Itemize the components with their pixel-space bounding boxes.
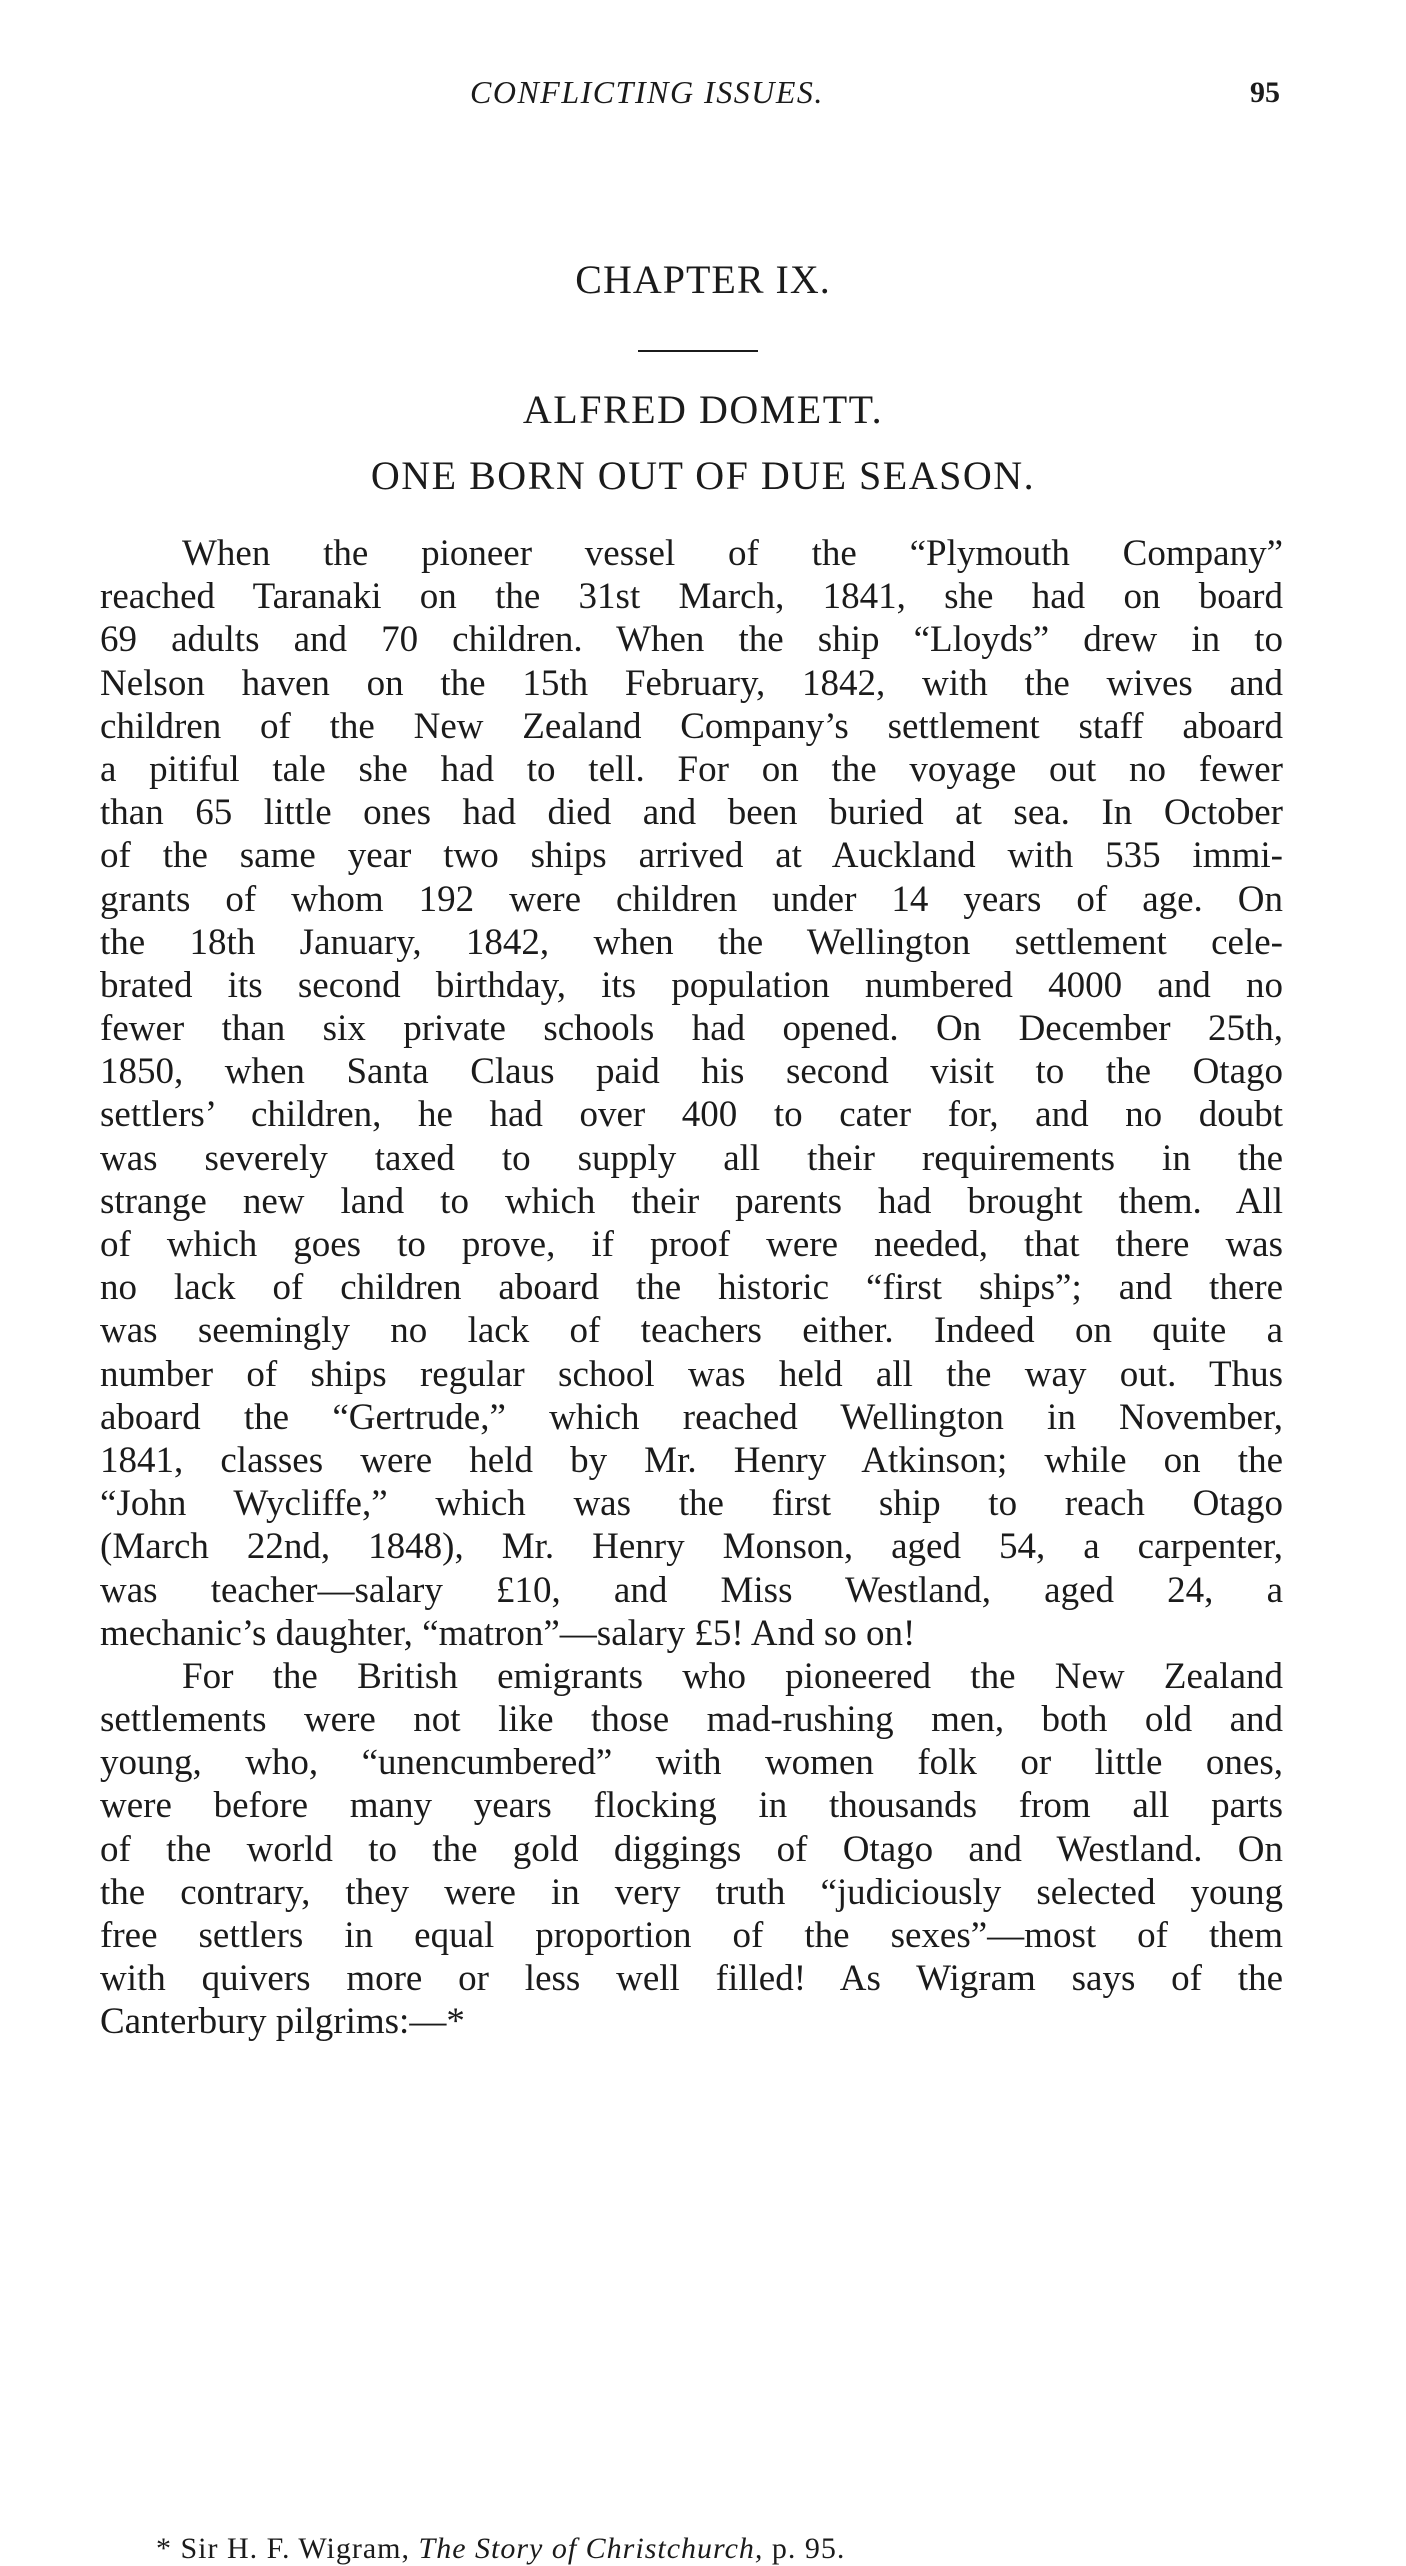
text-line: young, who, “unencumbered” with women folk or little ones, — [100, 1742, 1283, 1784]
chapter-heading: CHAPTER IX. — [575, 257, 831, 302]
running-title: CONFLICTING ISSUES. — [470, 74, 824, 110]
text-line: of the same year two ships arrived at Auckland with 535 immi- — [100, 835, 1283, 877]
text-line: aboard the “Gertrude,” which reached Wellington in November, — [100, 1396, 1283, 1438]
text-line: free settlers in equal proportion of the sexes”—most of them — [100, 1915, 1283, 1956]
paragraph-1 — [100, 532, 1283, 1655]
text-line: was severely taxed to supply all their requirements in the — [100, 1137, 1283, 1179]
text-line: 69 adults and 70 children. When the ship “Lloyds” drew in to — [100, 619, 1283, 661]
footnote-prefix: * Sir H. F. Wigram, — [156, 2532, 419, 2565]
text-line: was teacher—salary £10, and Miss Westland, aged 24, a — [100, 1569, 1283, 1611]
text-line: the 18th January, 1842, when the Wellington settlement cele- — [100, 921, 1283, 963]
text-line: grants of whom 192 were children under 14 years of age. On — [100, 878, 1283, 920]
text-line: settlements were not like those mad-rushing men, both old and — [100, 1699, 1283, 1741]
text-line: 1841, classes were held by Mr. Henry Atkinson; while on the — [100, 1439, 1283, 1481]
text-line: than 65 little ones had died and been buried at sea. In October — [100, 792, 1283, 834]
chapter-subtitle: ONE BORN OUT OF DUE SEASON. — [370, 453, 1036, 498]
text-line: with quivers more or less well filled! As Wigram says of the — [100, 1958, 1283, 2000]
chapter-rule — [638, 350, 758, 352]
footnote-book-title: The Story of Christchurch, — [418, 2532, 764, 2565]
footnote-suffix: p. 95. — [763, 2532, 846, 2565]
text-line: a pitiful tale she had to tell. For on the voyage out no fewer — [100, 748, 1283, 790]
text-line: “John Wycliffe,” which was the first ship to reach Otago — [100, 1483, 1283, 1525]
page-number: 95 — [1250, 76, 1280, 109]
text-line: the contrary, they were in very truth “judiciously selected young — [100, 1871, 1283, 1913]
text-line: mechanic’s daughter, “matron”—salary £5! And so on! — [100, 1612, 916, 1654]
text-line: no lack of children aboard the historic “first ships”; and there — [100, 1267, 1283, 1309]
text-line: Canterbury pilgrims:—* — [100, 2001, 465, 2043]
footnote — [156, 2532, 845, 2566]
text-line: fewer than six private schools had opened. On December 25th, — [100, 1008, 1283, 1050]
text-line: 1850, when Santa Claus paid his second visit to the Otago — [100, 1051, 1283, 1093]
text-line: number of ships regular school was held all the way out. Thus — [100, 1353, 1283, 1395]
text-line: For the British emigrants who pioneered the New Zealand — [182, 1655, 1283, 1697]
chapter-subject: ALFRED DOMETT. — [522, 387, 884, 432]
text-line: was seemingly no lack of teachers either. Indeed on quite a — [100, 1310, 1283, 1352]
paragraph-2 — [100, 1655, 1283, 2044]
text-line: When the pioneer vessel of the “Plymouth Company” — [182, 533, 1283, 574]
text-line: (March 22nd, 1848), Mr. Henry Monson, aged 54, a carpenter, — [100, 1526, 1283, 1568]
text-line: reached Taranaki on the 31st March, 1841, she had on board — [100, 576, 1283, 618]
text-line: brated its second birthday, its population numbered 4000 and no — [100, 964, 1283, 1006]
text-line: strange new land to which their parents had brought them. All — [100, 1180, 1283, 1222]
text-line: of which goes to prove, if proof were needed, that there was — [100, 1224, 1283, 1265]
body-text — [100, 532, 1283, 2044]
text-line: of the world to the gold diggings of Otago and Westland. On — [100, 1828, 1283, 1870]
running-head — [100, 74, 1280, 124]
text-line: settlers’ children, he had over 400 to cater for, and no doubt — [100, 1094, 1283, 1136]
text-line: children of the New Zealand Company’s settlement staff aboard — [100, 705, 1283, 747]
text-line: were before many years flocking in thousands from all parts — [100, 1785, 1283, 1827]
text-line: Nelson haven on the 15th February, 1842, with the wives and — [100, 662, 1283, 704]
